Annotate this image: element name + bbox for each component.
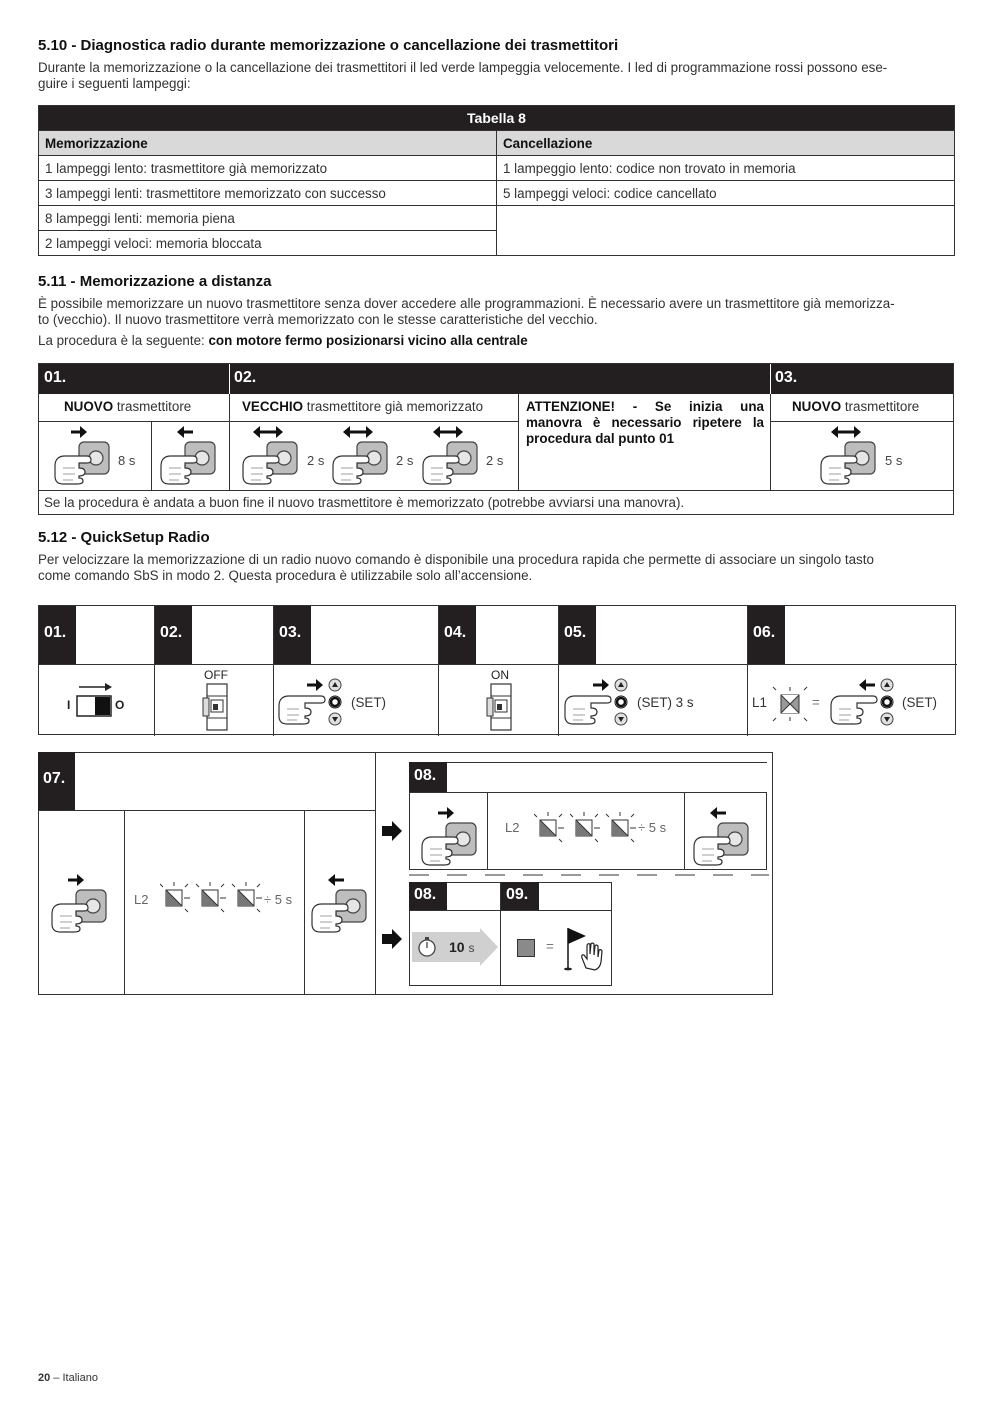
- hand-remote-icon: [420, 807, 482, 867]
- flag-hand-icon: [562, 924, 606, 972]
- led-blink-sequence-icon: [160, 882, 268, 916]
- step-number: 03.: [274, 606, 311, 664]
- divider: [684, 792, 685, 870]
- label-bold: NUOVO: [64, 399, 114, 414]
- duration-label: ÷ 5 s: [264, 892, 293, 907]
- divider: [409, 910, 612, 911]
- divider: [375, 752, 376, 995]
- table-cell: 1 lampeggio lento: codice non trovato in memoria: [497, 156, 955, 181]
- page-language: – Italiano: [50, 1372, 98, 1384]
- label-bold: VECCHIO: [242, 399, 304, 414]
- label-rest: trasmettitore già memorizzato: [303, 399, 484, 414]
- procedure-5-11: [38, 363, 954, 515]
- step-number: 01.: [44, 369, 67, 386]
- time-label: 5 s: [885, 453, 903, 468]
- table-row: [39, 181, 955, 206]
- set-label: (SET): [351, 695, 386, 710]
- switch-o-label: O: [115, 698, 125, 712]
- hand-remote-icon: [819, 426, 881, 486]
- timer-value: [449, 939, 474, 955]
- timer-unit: s: [468, 941, 475, 955]
- hand-remote-icon: [53, 426, 115, 486]
- text-line: to (vecchio). Il nuovo trasmettitore verrà memorizzato con le stesse caratteristiche del vecchio.: [38, 312, 598, 327]
- divider: [747, 606, 748, 736]
- led-blink-sequence-icon: [534, 812, 642, 846]
- step-number: 08.: [409, 762, 447, 792]
- procedure-footer: Se la procedura è andata a buon fine il nuovo trasmettitore è memorizzato (potrebbe avviarsi una manovra).: [44, 495, 685, 510]
- time-label: 2 s: [396, 453, 414, 468]
- text-line: È possibile memorizzare un nuovo trasmettitore senza dover accedere alle programmazioni. È necessario avere un trasmettitore già memorizza-: [38, 296, 895, 311]
- label-bold: NUOVO: [792, 399, 842, 414]
- step-number: 09.: [501, 882, 539, 910]
- step-number: 06.: [748, 606, 785, 664]
- text-line: Durante la memorizzazione o la cancellazione dei trasmettitori il led verde lampeggia velocemente. I led di programmazione rossi possono ese-: [38, 60, 888, 75]
- table-row: [39, 156, 955, 181]
- table-cell: 2 lampeggi veloci: memoria bloccata: [39, 231, 497, 256]
- divider: [772, 752, 773, 995]
- step-number: 07.: [38, 752, 75, 810]
- hand-remote-icon: [421, 426, 483, 486]
- breaker-on-icon: [486, 682, 516, 732]
- l2-label: L2: [134, 892, 149, 907]
- switch-i-label: I: [67, 698, 71, 712]
- l1-label: L1: [752, 695, 767, 710]
- divider: [409, 762, 767, 763]
- led-blink-icon: [772, 686, 808, 722]
- step-number: 01.: [39, 606, 76, 664]
- page-footer: [38, 1372, 98, 1384]
- divider: [229, 364, 230, 394]
- l2-label: L2: [505, 820, 520, 835]
- text-line: Per velocizzare la memorizzazione di un radio nuovo comando è disponibile una procedura rapida che permette di associare un singolo tasto: [38, 552, 874, 567]
- quicksetup-steps-2: [38, 752, 773, 995]
- table-cell-empty: [497, 206, 955, 256]
- table-header-cancellazione: Cancellazione: [497, 131, 955, 156]
- arrow-right-icon: [380, 819, 404, 843]
- hand-remote-icon: [159, 426, 221, 486]
- text-line: come comando SbS in modo 2. Questa procedura è utilizzabile solo all’accensione.: [38, 568, 533, 583]
- table-cell: 5 lampeggi veloci: codice cancellato: [497, 181, 955, 206]
- page-number: 20: [38, 1372, 51, 1384]
- hand-remote-icon: [50, 874, 112, 934]
- divider: [518, 394, 519, 490]
- text-line: [38, 333, 955, 349]
- step-number: 04.: [439, 606, 476, 664]
- divider: [438, 606, 439, 736]
- hand-remote-icon: [331, 426, 393, 486]
- procedure-header: [39, 364, 953, 394]
- label-rest: trasmettitore: [841, 399, 920, 414]
- text-normal: La procedura è la seguente:: [38, 333, 209, 348]
- equals: =: [812, 695, 820, 710]
- equals: =: [546, 939, 554, 954]
- breaker-off-icon: [202, 682, 232, 732]
- section-5-12-text: [38, 552, 955, 584]
- divider: [124, 810, 125, 994]
- section-5-10-text: [38, 60, 955, 92]
- step-number: 03.: [775, 369, 798, 386]
- arrow-right-icon: [380, 927, 404, 951]
- divider: [38, 994, 773, 995]
- label-nuovo: [792, 399, 919, 414]
- table-cell: 3 lampeggi lenti: trasmettitore memorizzato con successo: [39, 181, 497, 206]
- time-label: 2 s: [307, 453, 325, 468]
- timer-number: 10: [449, 939, 465, 955]
- hand-remote-icon: [310, 874, 372, 934]
- step-number: 05.: [559, 606, 596, 664]
- table-cell: 1 lampeggi lento: trasmettitore già memorizzato: [39, 156, 497, 181]
- divider: [487, 792, 488, 870]
- divider: [39, 490, 953, 491]
- divider: [770, 421, 954, 422]
- step-number: 02.: [155, 606, 192, 664]
- duration-label: ÷ 5 s: [638, 820, 667, 835]
- hand-remote-icon: [692, 807, 754, 867]
- divider: [154, 606, 155, 736]
- divider: [39, 421, 518, 422]
- time-label: 2 s: [486, 453, 504, 468]
- text-line: guire i seguenti lampeggi:: [38, 76, 191, 91]
- table-8: [38, 105, 955, 256]
- table-title: Tabella 8: [39, 106, 955, 131]
- warning-text: ATTENZIONE! - Se inizia una manovra è necessario ripetere la procedura dal punto 01: [526, 399, 764, 446]
- time-label: 8 s: [118, 453, 136, 468]
- label-nuovo: [64, 399, 191, 414]
- step-number: 08.: [409, 882, 447, 910]
- section-5-11-title: 5.11 - Memorizzazione a distanza: [38, 273, 272, 290]
- section-5-12-title: 5.12 - QuickSetup Radio: [38, 529, 210, 546]
- divider: [39, 664, 957, 665]
- quicksetup-steps: [38, 605, 956, 735]
- divider: [770, 364, 771, 394]
- label-vecchio: [242, 399, 483, 414]
- on-label: ON: [491, 668, 509, 682]
- section-5-10-title: 5.10 - Diagnostica radio durante memorizzazione o cancellazione dei trasmettitori: [38, 37, 619, 54]
- table-row: [39, 206, 955, 231]
- hand-remote-icon: [241, 426, 303, 486]
- led-off-icon: [517, 939, 535, 957]
- set-3s-label: (SET) 3 s: [637, 695, 694, 710]
- set-label: (SET): [902, 695, 937, 710]
- step-number: 02.: [234, 369, 257, 386]
- divider: [38, 810, 376, 811]
- table-cell: 8 lampeggi lenti: memoria piena: [39, 206, 497, 231]
- divider: [376, 752, 773, 753]
- table-header-memorizzazione: Memorizzazione: [39, 131, 497, 156]
- section-5-11-text: [38, 296, 955, 349]
- divider: [558, 606, 559, 736]
- text-bold: con motore fermo posizionarsi vicino alla centrale: [208, 333, 528, 348]
- dashed-separator: [409, 872, 769, 878]
- label-rest: trasmettitore: [113, 399, 192, 414]
- off-label: OFF: [204, 668, 228, 682]
- divider: [273, 606, 274, 736]
- switch-icon: [75, 682, 115, 718]
- divider: [151, 421, 152, 490]
- divider: [304, 810, 305, 994]
